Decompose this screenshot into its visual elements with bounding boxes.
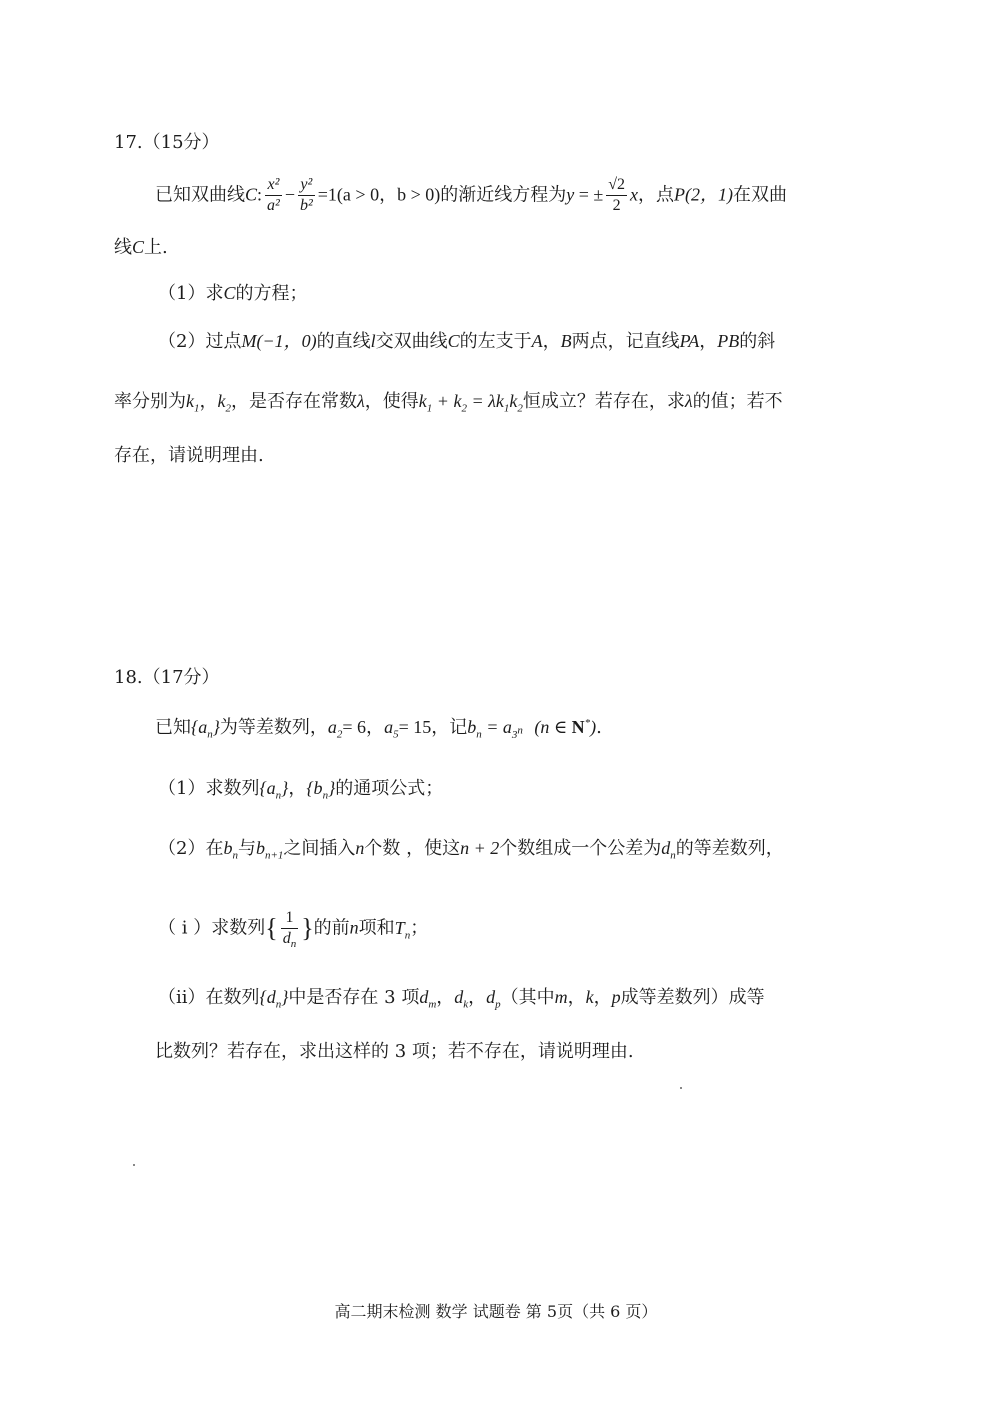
q17-p2-a: （2）过点	[158, 331, 242, 352]
q18-p2-d: 个数 ，使这	[364, 838, 461, 859]
frac-1-dn	[281, 908, 299, 949]
brace-left: {	[265, 913, 278, 943]
q18-header: 18.（17分）	[114, 667, 220, 688]
var-C: C	[447, 331, 460, 351]
lambda: λ	[684, 391, 693, 411]
frac-dn: $d_n$	[282, 930, 297, 951]
bn: $b_n$	[223, 838, 238, 862]
line-PB: PB	[717, 331, 740, 351]
a2: $a_2$	[327, 717, 343, 741]
q18-p2-b: 与	[237, 838, 256, 859]
q17-p2-line2-a: 率分别为	[114, 391, 186, 412]
q18-pii-b: 中是否存在 3 项	[288, 987, 420, 1008]
frac-2: 2	[612, 197, 621, 214]
asym-x: x	[630, 184, 639, 205]
q18-pi-c: 项和	[358, 917, 395, 939]
Tn: $T_n$	[394, 917, 411, 942]
q18-p2-e: 个数组成一个公差为	[499, 838, 662, 859]
q17-intro-a: 已知双曲线	[155, 184, 245, 206]
frac-sqrt2: √2	[606, 175, 627, 196]
q17-intro-line	[155, 175, 787, 216]
var-n: n	[349, 917, 359, 938]
q17-header: 17.（15分）	[114, 132, 220, 153]
q18-pii-a: （ii）在数列	[158, 987, 260, 1008]
q17-p2-e: 两点，记直线	[571, 331, 680, 352]
point-m: M(−1，0)	[241, 331, 317, 351]
q18-part2	[158, 834, 784, 863]
comma: ，	[699, 331, 718, 352]
q17-p2-b: 的直线	[316, 331, 371, 352]
minus: −	[284, 184, 295, 205]
var-n: n	[355, 838, 365, 858]
a5-eq: = 15，记	[398, 717, 468, 737]
q17-part2-line2	[114, 387, 783, 416]
q17-p2-line2-e: 的值；若不	[692, 391, 783, 412]
var-k: k	[585, 987, 594, 1007]
q17-p2-d: 的左支于	[459, 331, 532, 352]
n-plus-2: n + 2	[460, 838, 500, 858]
q18-pi-a: （ i ）求数列	[158, 917, 266, 939]
q18-intro-b: 为等差数列，	[219, 717, 328, 738]
scan-speck	[680, 1087, 682, 1089]
q17-line2-a: 线	[114, 237, 132, 258]
var-p: p	[611, 987, 621, 1007]
period: .	[596, 717, 602, 738]
dk: $d_k$	[454, 987, 469, 1011]
q17-intro-c: ，点	[638, 184, 675, 206]
k1: $k_1$	[186, 391, 200, 415]
q18-part-i	[158, 908, 428, 949]
line-PA: PA	[679, 331, 700, 351]
q18-part1	[158, 774, 443, 803]
comma: ，	[567, 987, 586, 1008]
point-p: P(2，1)	[674, 184, 734, 205]
q17-part2	[158, 327, 775, 356]
eq-pm: = ±	[574, 184, 604, 205]
q18-part-ii-line2: 比数列？若存在，求出这样的 3 项；若不存在，请说明理由.	[155, 1041, 634, 1062]
q17-p2-f: 的斜	[739, 331, 776, 352]
var-C: C	[132, 237, 145, 257]
a2-eq: = 6，	[342, 717, 385, 737]
frac-x2: x²	[265, 175, 282, 196]
colon: :	[257, 184, 263, 205]
q18-p2-a: （2）在	[158, 838, 224, 859]
frac-b2: b²	[299, 197, 313, 214]
q18-p2-c: 之间插入	[283, 838, 356, 859]
hyperbola-cond: =1(a > 0，b > 0)	[317, 184, 441, 205]
bn1: $b_{n+1}$	[255, 838, 284, 862]
semicolon: ；	[410, 917, 429, 939]
comma: ，	[542, 331, 561, 352]
lambda: λ	[357, 391, 365, 411]
q18-p2-f: 的等差数列，	[675, 838, 784, 859]
q17-part1	[158, 279, 307, 308]
q17-p2-line2-b: ，是否存在常数	[231, 391, 357, 412]
frac-sqrt2-2	[606, 175, 627, 216]
seq-an: $\{a_n\}$	[191, 717, 220, 741]
q17-p2-c: 交双曲线	[375, 331, 448, 352]
seq-bn: $\{b_n\}$	[306, 778, 336, 802]
frac-y2: y²	[298, 175, 315, 196]
frac-y2-b2	[298, 175, 315, 216]
comma: ，	[436, 987, 455, 1008]
page-footer: 高二期末检测 数学 试题卷 第 5页（共 6 页）	[334, 1302, 658, 1321]
bn-def: $b_n = a_{3^n}$	[467, 717, 523, 741]
comma: ，	[593, 987, 612, 1008]
k2: $k_2$	[217, 391, 231, 415]
comma: ，	[468, 987, 487, 1008]
frac-x2-a2	[265, 175, 282, 216]
q18-p1-tail: 的通项公式；	[335, 778, 444, 799]
var-m: m	[554, 987, 568, 1007]
var-l: l	[370, 331, 376, 351]
q18-part-ii	[158, 983, 765, 1012]
scan-speck	[133, 1164, 135, 1166]
q17-p1-tail: 的方程；	[235, 283, 308, 304]
seq-an: $\{a_n\}$	[259, 778, 289, 802]
q18-pi-b: 的前	[313, 917, 350, 939]
q17-intro-b: 的渐近线方程为	[440, 184, 567, 206]
var-B: B	[560, 331, 572, 351]
q17-intro-d: 在双曲	[733, 184, 788, 206]
lambda-equation: $k_1 + k_2 = \lambda k_1k_2$	[418, 391, 523, 415]
asym-y: y	[566, 184, 575, 205]
var-A: A	[531, 331, 543, 351]
q17-p2-line2-c: ，使得	[364, 391, 419, 412]
q18-p1: （1）求数列	[158, 778, 260, 799]
n-domain: (n ∈ N*)	[534, 717, 597, 737]
frac-a2: a²	[267, 197, 280, 214]
q17-p1-label: （1）求	[158, 283, 224, 304]
comma: ，	[199, 391, 218, 412]
q18-intro-a: 已知	[155, 717, 191, 738]
dm: $d_m$	[419, 987, 437, 1011]
dn: $d_n$	[661, 838, 676, 862]
comma: ，	[288, 778, 307, 799]
q18-intro	[155, 713, 602, 742]
var-C: C	[245, 184, 258, 205]
brace-right: }	[301, 913, 314, 943]
a5: $a_5$	[384, 717, 399, 741]
q18-pii-d: 成等差数列）成等	[620, 987, 765, 1008]
seq-dn: $\{d_n\}$	[259, 987, 289, 1011]
q17-line2	[114, 233, 168, 262]
var-C: C	[223, 283, 236, 303]
q17-p2-line2-d: 恒成立？若存在，求	[522, 391, 685, 412]
q17-line2-b: 上.	[144, 237, 168, 258]
frac-1: 1	[281, 908, 299, 929]
q18-pii-c: （其中	[500, 987, 555, 1008]
q17-part2-line3: 存在，请说明理由.	[114, 445, 264, 466]
dp: $d_p$	[486, 987, 501, 1011]
